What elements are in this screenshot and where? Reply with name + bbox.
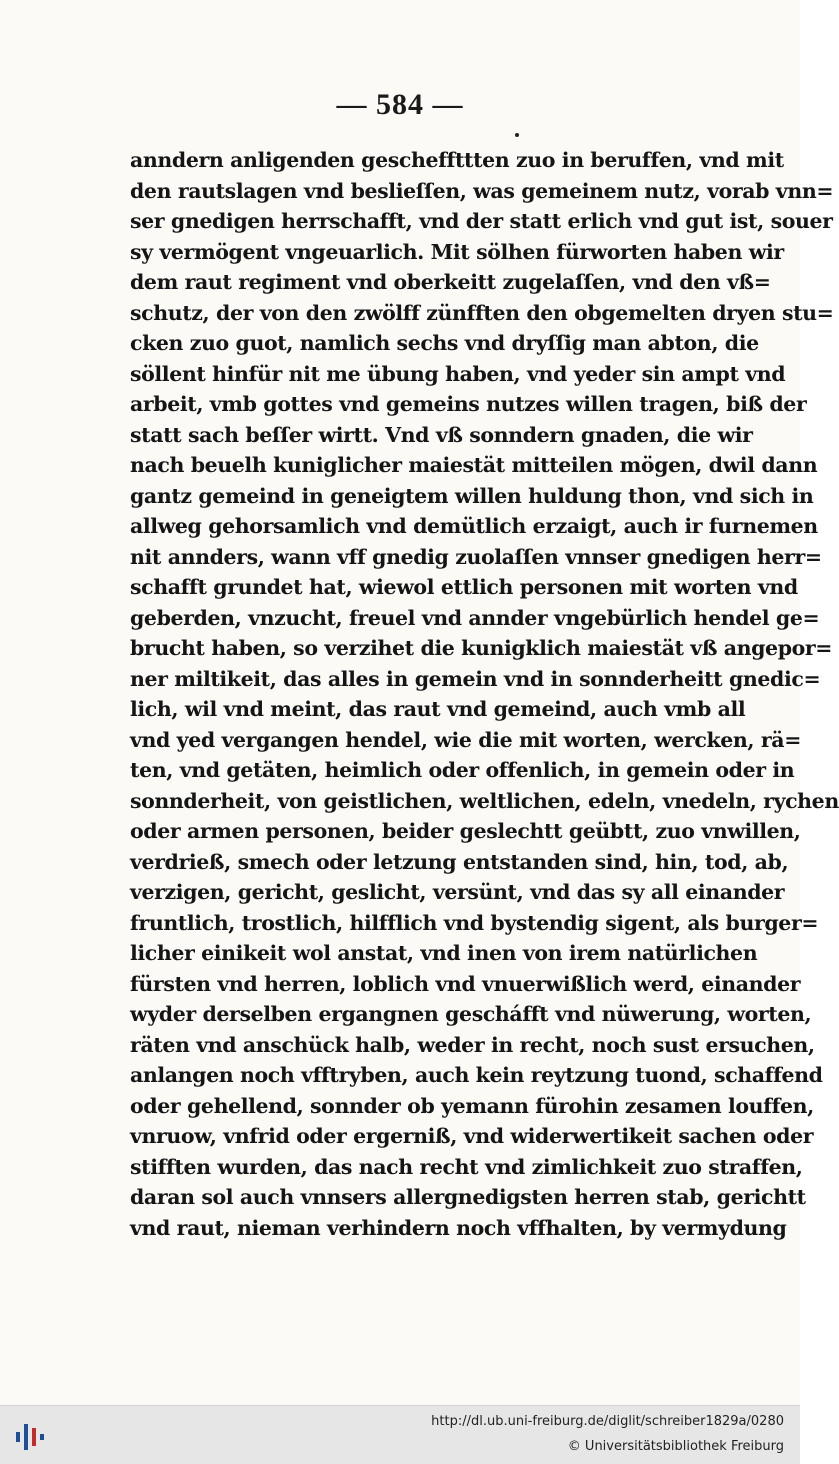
text-line: ser gnedigen herrschafft, vnd der statt erlich vnd gut ist, souer: [130, 209, 833, 233]
text-line: fürsten vnd herren, loblich vnd vnuerwißlich werd, einander: [130, 971, 801, 996]
text-line: oder gehellend, sonnder ob yemann fürohin zesamen louffen,: [130, 1093, 814, 1118]
text-line: räten vnd anschück halb, weder in recht, noch sust ersuchen,: [130, 1032, 815, 1057]
text-line: oder armen personen, beider geslechtt geübtt, zuo vnwillen,: [130, 819, 801, 843]
text-line: licher einikeit wol anstat, vnd inen von irem natürlichen: [130, 941, 758, 965]
text-line: daran sol auch vnnsers allergnedigsten herren stab, gerichtt: [130, 1185, 806, 1209]
text-line: cken zuo guot, namlich sechs vnd dryſſig man abton, die: [130, 331, 759, 355]
text-line: anndern anligenden gescheffttten zuo in beruffen, vnd mit: [130, 148, 784, 172]
text-line: vnd raut, nieman verhindern noch vffhalten, by vermydung: [130, 1215, 787, 1240]
document-url-link[interactable]: http://dl.ub.uni-freiburg.de/diglit/schreiber1829a/0280: [431, 1414, 784, 1429]
ink-dot: [515, 133, 519, 137]
text-line: sy vermögent vngeuarlich. Mit sölhen fürworten haben wir: [130, 239, 784, 264]
text-line: anlangen noch vfftryben, auch kein reytzung tuond, schaffend: [130, 1063, 823, 1087]
text-line: nach beuelh kuniglicher maiestät mitteilen mögen, dwil dann: [130, 453, 818, 477]
text-line: verdrieß, smech oder letzung entstanden sind, hin, tod, ab,: [130, 849, 789, 874]
copyright-notice: © Universitätsbibliothek Freiburg: [567, 1439, 784, 1454]
text-line: vnd yed vergangen hendel, wie die mit worten, wercken, rä=: [130, 727, 801, 752]
text-line: den rautslagen vnd beslieſſen, was gemeinem nutz, vorab vnn=: [130, 178, 834, 203]
text-line: gantz gemeind in geneigtem willen huldung thon, vnd sich in: [130, 483, 814, 508]
text-line: dem raut regiment vnd oberkeitt zugelaſſen, vnd den vß=: [130, 270, 771, 294]
text-line: allweg gehorsamlich vnd demütlich erzaigt, auch ir furnemen: [130, 514, 818, 538]
text-line: schafft grundet hat, wiewol ettlich personen mit worten vnd: [130, 575, 798, 599]
text-line: stifften wurden, das nach recht vnd zimlichkeit zuo straffen,: [130, 1154, 803, 1179]
text-line: wyder derselben ergangnen gescháfft vnd nüwerung, worten,: [130, 1002, 812, 1026]
text-line: arbeit, vmb gottes vnd gemeins nutzes willen tragen, biß der: [130, 392, 807, 416]
text-line: ner miltikeit, das alles in gemein vnd in sonnderheitt gnedic=: [130, 666, 821, 691]
text-line: lich, wil vnd meint, das raut vnd gemeind, auch vmb all: [130, 697, 746, 721]
body-text: [130, 145, 839, 1243]
text-line: fruntlich, trostlich, hilfflich vnd bystendig sigent, als burger=: [130, 910, 819, 935]
text-line: söllent hinfür nit me übung haben, vnd yeder sin ampt vnd: [130, 361, 786, 386]
text-line: schutz, der von den zwölff zünfften den obgemelten dryen stu=: [130, 300, 834, 325]
text-line: verzigen, gericht, geslicht, versünt, vnd das sy all einander: [130, 880, 785, 904]
text-line: nit annders, wann vff gnedig zuolaſſen vnnser gnedigen herr=: [130, 544, 822, 569]
page-number: — 584 —: [336, 88, 464, 121]
text-line: geberden, vnzucht, freuel vnd annder vngebürlich hendel ge=: [130, 605, 820, 630]
library-logo-icon[interactable]: [12, 1418, 52, 1454]
text-line: sonnderheit, von geistlichen, weltlichen, edeln, vnedeln, rychen: [130, 788, 839, 813]
text-line: statt sach beſſer wirtt. Vnd vß sonndern gnaden, die wir: [130, 422, 753, 447]
text-line: vnruow, vnfrid oder ergerniß, vnd widerwertikeit sachen oder: [130, 1124, 814, 1148]
footer-bar: [0, 1405, 800, 1464]
text-line: brucht haben, so verzihet die kunigklich maiestät vß angepor=: [130, 636, 833, 660]
text-line: ten, vnd getäten, heimlich oder offenlich, in gemein oder in: [130, 758, 795, 782]
